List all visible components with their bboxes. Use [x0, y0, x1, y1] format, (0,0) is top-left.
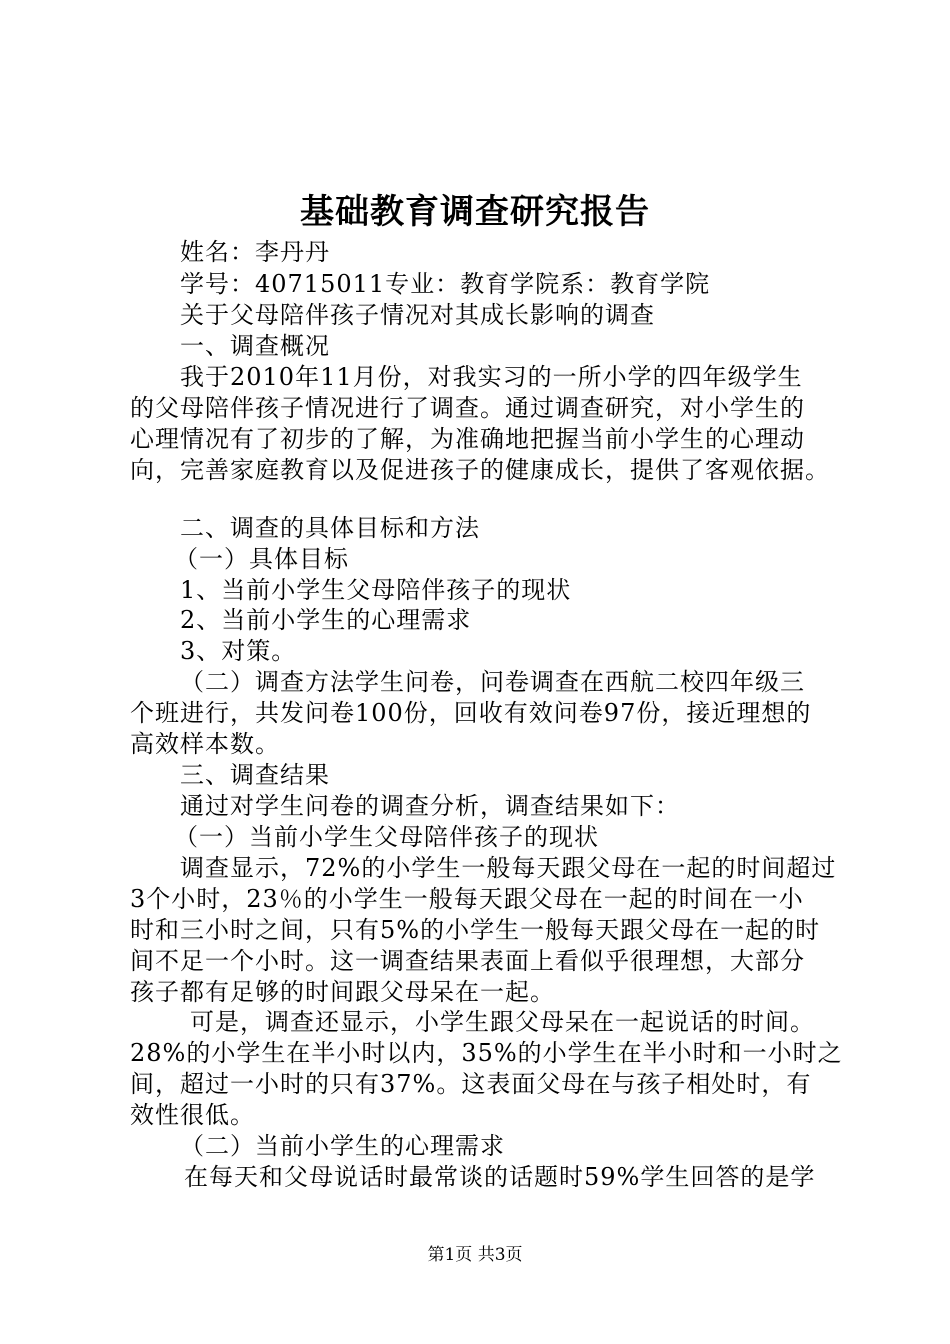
- section-heading: 一、调查概况: [180, 332, 330, 360]
- paragraph-line: 我于2010年11月份，对我实习的一所小学的四年级学生: [180, 363, 803, 391]
- section-heading: 三、调查结果: [180, 761, 330, 789]
- paragraph-line: 向，完善家庭教育以及促进孩子的健康成长，提供了客观依据。: [130, 456, 830, 484]
- paragraph-line: 孩子都有足够的时间跟父母呆在一起。: [130, 978, 555, 1006]
- paragraph-line: 在每天和父母说话时最常谈的话题时59%学生回答的是学: [184, 1163, 816, 1191]
- paragraph-line: 间不足一个小时。这一调查结果表面上看似乎很理想，大部分: [130, 947, 805, 975]
- paragraph-line: 高效样本数。: [130, 730, 280, 758]
- paragraph-line: 调查显示，72%的小学生一般每天跟父母在一起的时间超过: [180, 854, 837, 882]
- paragraph-line: 个班进行，共发问卷100份，回收有效问卷97份，接近理想的: [130, 699, 812, 727]
- paragraph-line: 间，超过一小时的只有37%。这表面父母在与孩子相处时，有: [130, 1070, 812, 1098]
- subtitle-line: 关于父母陪伴孩子情况对其成长影响的调查: [180, 301, 655, 329]
- subsection-heading: （二）当前小学生的心理需求: [180, 1132, 505, 1160]
- paragraph-line: 的父母陪伴孩子情况进行了调查。通过调查研究，对小学生的: [130, 394, 805, 422]
- paragraph-line: 效性很低。: [130, 1101, 255, 1129]
- paragraph-line: 28%的小学生在半小时以内，35%的小学生在半小时和一小时之: [130, 1039, 843, 1067]
- list-item: 2、当前小学生的心理需求: [180, 606, 472, 634]
- subsection-heading: （一）具体目标: [174, 545, 349, 573]
- student-info-line: 学号：40715011专业：教育学院系：教育学院: [180, 270, 711, 298]
- paragraph-line: 3个小时，23％的小学生一般每天跟父母在一起的时间在一小: [130, 885, 804, 913]
- page-footer: 第1页 共3页: [427, 1245, 523, 1265]
- document-title: 基础教育调查研究报告: [300, 192, 650, 232]
- section-heading: 二、调查的具体目标和方法: [180, 514, 480, 542]
- list-item: 1、当前小学生父母陪伴孩子的现状: [180, 576, 572, 604]
- paragraph-line: 通过对学生问卷的调查分析，调查结果如下：: [180, 792, 680, 820]
- paragraph-line: 可是，调查还显示，小学生跟父母呆在一起说话的时间。: [190, 1008, 815, 1036]
- paragraph-line: 时和三小时之间，只有5%的小学生一般每天跟父母在一起的时: [130, 916, 821, 944]
- paragraph-line: （二）调查方法学生问卷，问卷调查在西航二校四年级三: [180, 668, 805, 696]
- list-item: 3、对策。: [180, 637, 297, 665]
- subsection-heading: （一）当前小学生父母陪伴孩子的现状: [174, 823, 599, 851]
- paragraph-line: 心理情况有了初步的了解，为准确地把握当前小学生的心理动: [130, 425, 805, 453]
- author-name-line: 姓名：李丹丹: [180, 238, 330, 266]
